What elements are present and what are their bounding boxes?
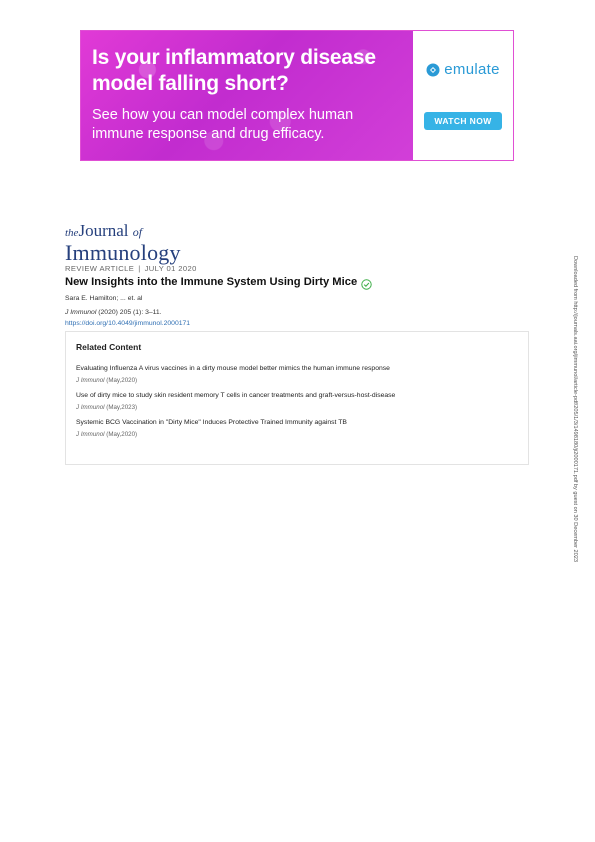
related-item-source — [76, 377, 518, 384]
ad-subtext: See how you can model complex human immune response and drug efficacy. — [92, 107, 354, 142]
related-item-journal: J Immunol — [76, 404, 105, 411]
doi-link[interactable]: https://doi.org/10.4049/jimmunol.2000171 — [65, 320, 191, 327]
article-date: JULY 01 2020 — [144, 264, 197, 273]
watch-now-button[interactable]: WATCH NOW — [424, 112, 502, 130]
logo-the: the — [65, 227, 79, 239]
ad-image-panel[interactable] — [81, 31, 413, 160]
logo-top-line — [65, 222, 181, 242]
related-item-journal: J Immunol — [76, 377, 105, 384]
related-item — [76, 391, 518, 411]
related-item-source — [76, 404, 518, 411]
journal-logo[interactable] — [65, 222, 181, 264]
related-item-date: (May,2020) — [104, 377, 138, 384]
article-title[interactable]: New Insights into the Immune System Using Dirty Mice — [65, 276, 358, 288]
related-item-source — [76, 431, 518, 438]
emulate-logo-icon — [426, 63, 440, 77]
ad-brand-name: emulate — [444, 61, 500, 78]
article-citation — [65, 309, 162, 316]
advertisement-banner[interactable] — [80, 30, 514, 161]
article-type: REVIEW ARTICLE — [65, 264, 135, 273]
related-item-date: (May,2020) — [104, 431, 138, 438]
article-authors: Sara E. Hamilton; ... et. al — [65, 295, 143, 302]
ad-headline: Is your inflammatory disease model falling short? — [92, 46, 376, 95]
logo-journal: Journal — [78, 221, 129, 240]
related-item-title[interactable]: Evaluating Influenza A virus vaccines in a dirty mouse model better mimics the human immune response — [76, 365, 390, 372]
logo-of: of — [132, 225, 143, 239]
related-item-date: (May,2023) — [104, 404, 138, 411]
related-item — [76, 364, 518, 384]
meta-separator: | — [138, 264, 141, 273]
download-watermark: Downloaded from http://journals.aai.org/jimmunol/article-pdf/205/1/3/1498180/ji2000171.pdf by guest on 30 December 2023 — [572, 256, 578, 562]
related-item-title[interactable]: Use of dirty mice to study skin resident memory T cells in cancer treatments and graft-versus-host-disease — [76, 392, 396, 399]
article-title-row — [65, 276, 372, 288]
citation-journal: J Immunol — [65, 309, 97, 316]
related-item — [76, 418, 518, 438]
article-meta — [65, 264, 197, 273]
related-item-title[interactable]: Systemic BCG Vaccination in "Dirty Mice" Induces Protective Trained Immunity against TB — [76, 419, 347, 426]
check-circle-icon — [361, 277, 372, 288]
logo-name: Immunology — [65, 240, 181, 265]
ad-brand — [426, 61, 499, 78]
related-content-box — [65, 331, 529, 465]
related-item-journal: J Immunol — [76, 431, 105, 438]
ad-brand-panel — [413, 31, 513, 160]
citation-details: (2020) 205 (1): 3–11. — [96, 309, 162, 316]
related-heading: Related Content — [76, 342, 142, 352]
